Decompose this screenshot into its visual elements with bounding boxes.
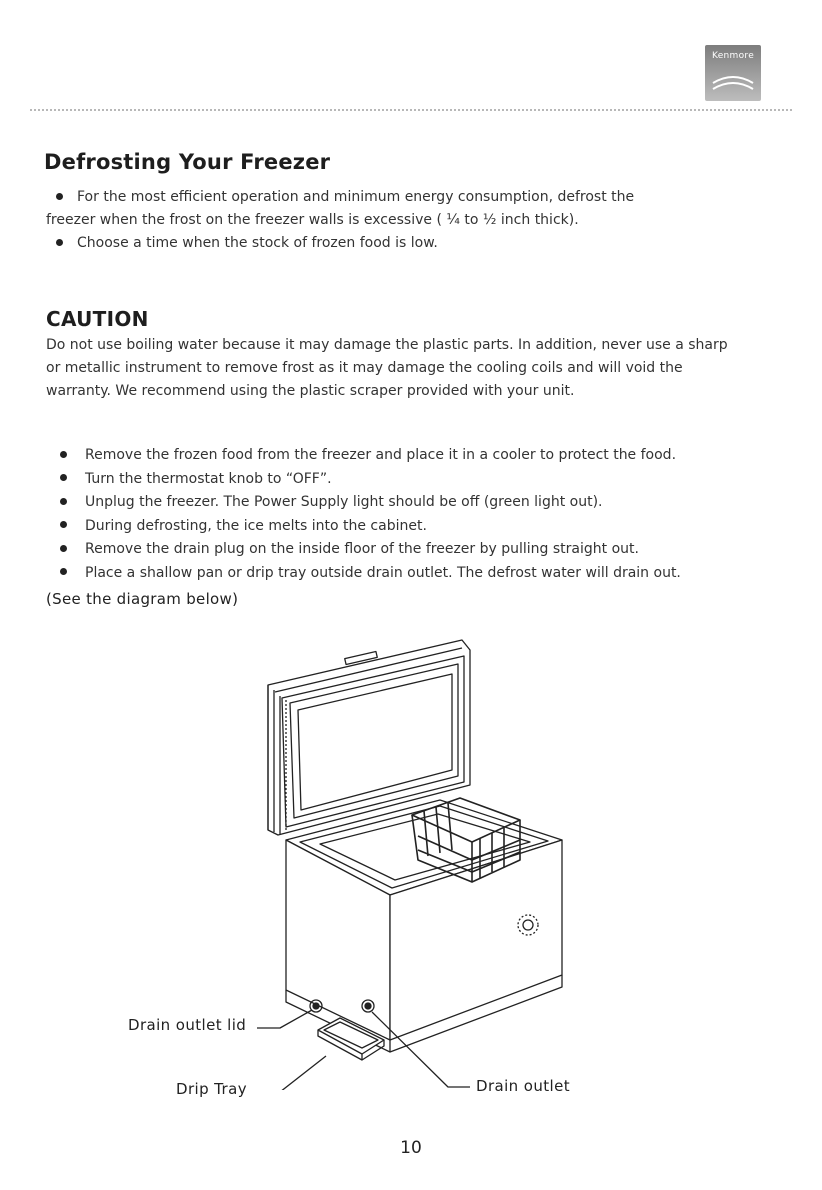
see-diagram-note: (See the diagram below) [46, 590, 239, 608]
list-item [60, 515, 780, 539]
bullet-icon [56, 193, 63, 200]
label-drip-tray: Drip Tray [176, 1080, 247, 1098]
step-text: Remove the drain plug on the inside floor of the freezer by pulling straight out. [85, 541, 639, 558]
step-text: During defrosting, the ice melts into the cabinet. [85, 517, 427, 534]
intro-block [46, 186, 766, 255]
leader-drip-tray [260, 1056, 326, 1090]
list-item [60, 562, 780, 586]
label-drain-outlet: Drain outlet [476, 1077, 570, 1095]
caution-text [46, 334, 766, 403]
bullet-icon [60, 545, 67, 552]
intro-bullet-1-continuation: freezer when the frost on the freezer walls is excessive ( ¼ to ½ inch thick). [46, 212, 579, 228]
list-item [60, 538, 780, 562]
list-item [60, 468, 780, 492]
step-text: Place a shallow pan or drip tray outside drain outlet. The defrost water will drain out. [85, 564, 681, 581]
logo-text: Kenmore [711, 51, 755, 61]
bullet-icon [56, 239, 63, 246]
intro-bullet-1 [46, 186, 766, 209]
bullet-icon [60, 568, 67, 575]
bullet-icon [60, 521, 67, 528]
step-text: Unplug the freezer. The Power Supply light should be off (green light out). [85, 494, 603, 511]
caution-title: CAUTION [46, 307, 149, 331]
bullet-icon [60, 451, 67, 458]
logo-swoosh-icon [711, 69, 755, 95]
section-title: Defrosting Your Freezer [44, 150, 331, 174]
intro-bullet-2-text: Choose a time when the stock of frozen food is low. [77, 235, 438, 251]
list-item [60, 444, 780, 468]
step-text: Turn the thermostat knob to “OFF”. [85, 470, 332, 487]
label-drain-outlet-lid: Drain outlet lid [128, 1016, 247, 1034]
defrost-steps-list [60, 444, 780, 586]
caution-line-2: or metallic instrument to remove frost as it may damage the cooling coils and will void the [46, 360, 683, 376]
list-item [60, 491, 780, 515]
caution-line-1: Do not use boiling water because it may damage the plastic parts. In addition, never use a sharp [46, 337, 728, 353]
step-text: Remove the frozen food from the freezer and place it in a cooler to protect the food. [85, 447, 677, 463]
kenmore-logo [705, 45, 761, 101]
header-divider [30, 109, 792, 111]
bullet-icon [60, 474, 67, 481]
bullet-icon [60, 498, 67, 505]
leader-drain-outlet-lid [257, 1010, 312, 1028]
page-number: 10 [400, 1138, 422, 1158]
caution-line-3: warranty. We recommend using the plastic scraper provided with your unit. [46, 383, 575, 399]
intro-bullet-2 [46, 232, 766, 255]
intro-bullet-1-text: For the most efficient operation and minimum energy consumption, defrost the [77, 189, 635, 205]
